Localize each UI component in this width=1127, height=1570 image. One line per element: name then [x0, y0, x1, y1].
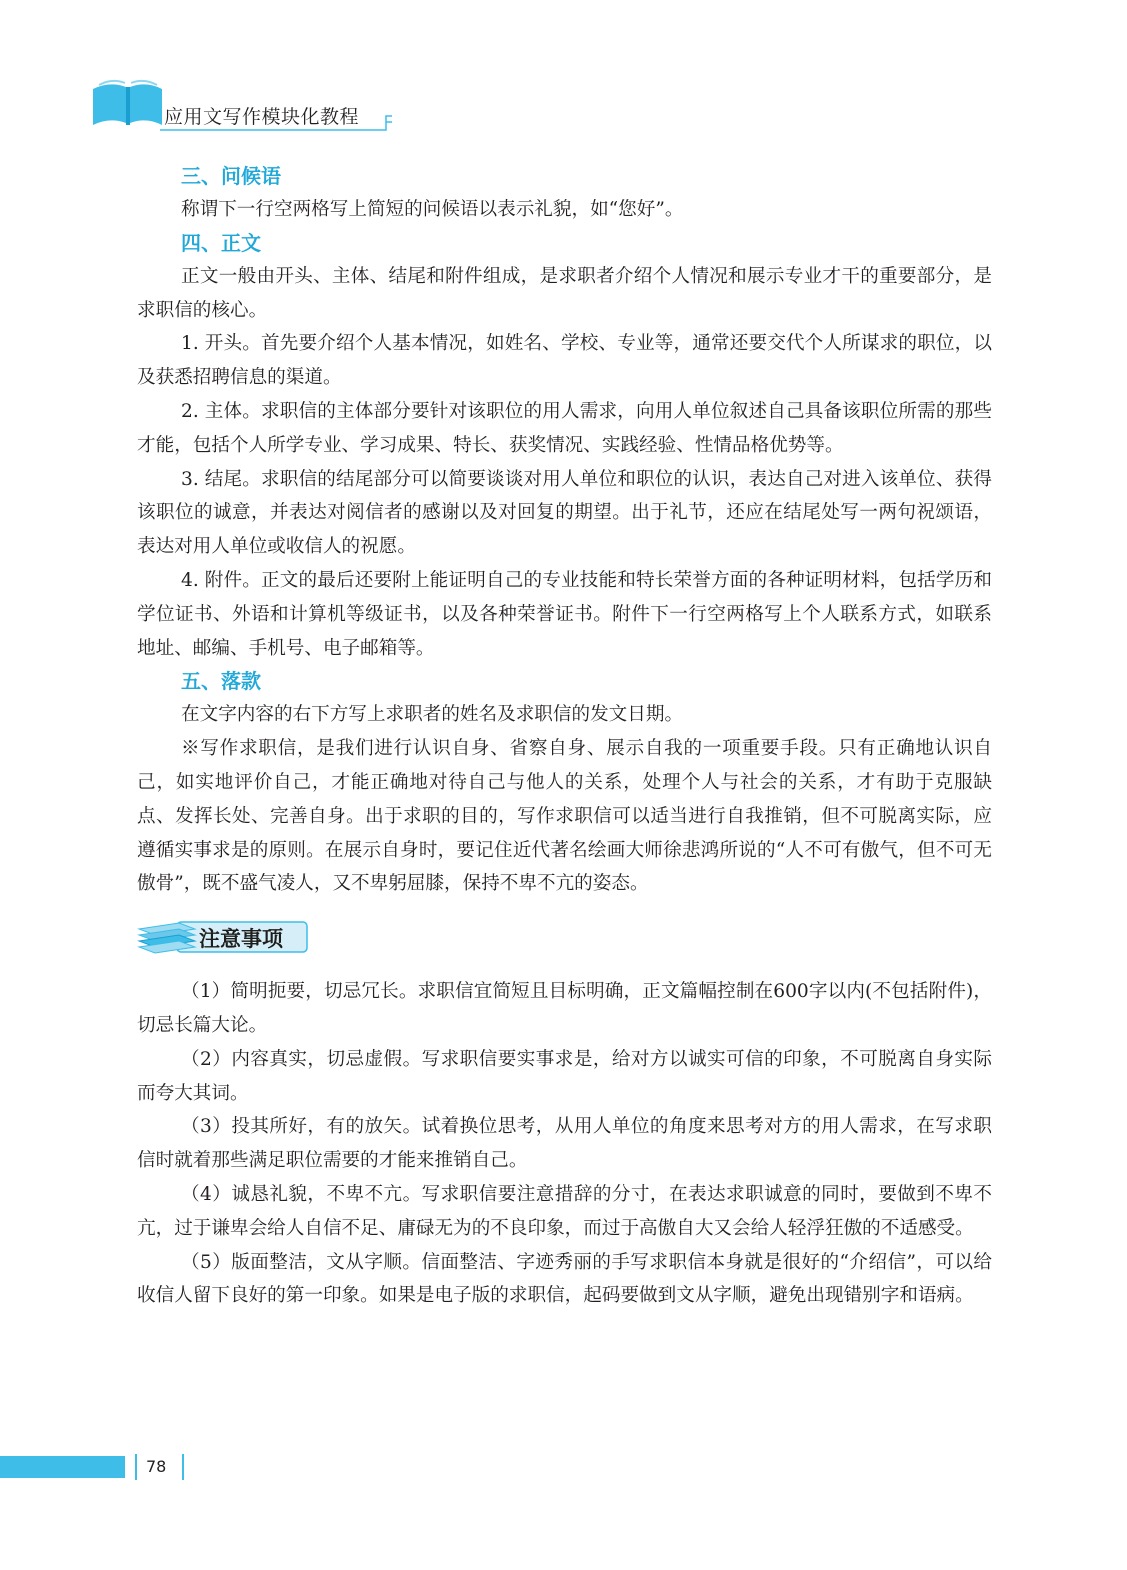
notice-title: 注意事项	[199, 927, 283, 952]
footer-divider	[182, 1454, 184, 1480]
paragraph-note: ※写作求职信，是我们进行认识自身、省察自身、展示自我的一项重要手段。只有正确地认识自己，如实地评价自己，才能正确地对待自己与他人的关系，处理个人与社会的关系，才有助于克服缺点、发挥长处、完善自身。出于求职的目的，写作求职信可以适当进行自我推销，但不可脱离实际，应遵循实事求是的原则。在展示自身时，要记住近代著名绘画大师徐悲鸿所说的“人不可有傲气，但不可无傲骨”，既不盛气凌人，又不卑躬屈膝，保持不卑不亢的姿态。	[137, 738, 992, 895]
footer-accent-bar	[0, 1456, 125, 1478]
list-item: 4. 附件。正文的最后还要附上能证明自己的专业技能和特长荣誉方面的各种证明材料，包括学历和学位证书、外语和计算机等级证书，以及各种荣誉证书。附件下一行空两格写上个人联系方式，如联系地址、邮编、手机号、电子邮箱等。	[137, 569, 992, 659]
notice-item: （4）诚恳礼貌，不卑不亢。写求职信要注意措辞的分寸，在表达求职诚意的同时，要做到不卑不亢，过于谦卑会给人自信不足、庸碌无为的不良印象，而过于高傲自大又会给人轻浮狂傲的不适感受。	[137, 1183, 992, 1239]
section-heading-body: 四、正文	[181, 230, 261, 255]
paragraph: 在文字内容的右下方写上求职者的姓名及求职信的发文日期。	[181, 704, 684, 726]
notice-item: （2）内容真实，切忌虚假。写求职信要实事求是，给对方以诚实可信的印象，不可脱离自身实际而夸大其词。	[137, 1048, 992, 1104]
list-item: 1. 开头。首先要介绍个人基本情况，如姓名、学校、专业等，通常还要交代个人所谋求的职位，以及获悉招聘信息的渠道。	[137, 333, 992, 389]
footer-divider	[135, 1454, 137, 1480]
book-title: 应用文写作模块化教程	[164, 106, 360, 128]
running-header	[90, 75, 410, 135]
notice-item: （3）投其所好，有的放矢。试着换位思考，从用人单位的角度来思考对方的用人需求，在写求职信时就着那些满足职位需要的才能来推销自己。	[137, 1116, 992, 1172]
notice-banner	[137, 917, 992, 969]
page-number: 78	[146, 1457, 167, 1476]
section-heading-greeting: 三、问候语	[181, 164, 281, 188]
notice-item: （5）版面整洁，文从字顺。信面整洁、字迹秀丽的手写求职信本身就是很好的“介绍信”，可以给收信人留下良好的第一印象。如果是电子版的求职信，起码要做到文从字顺，避免出现错别字和语病。	[137, 1251, 992, 1307]
page-content	[137, 160, 992, 1313]
paragraph: 正文一般由开头、主体、结尾和附件组成，是求职者介绍个人情况和展示专业才干的重要部分，是求职信的核心。	[137, 265, 992, 321]
notice-item: （1）简明扼要，切忌冗长。求职信宜简短且目标明确，正文篇幅控制在600字以内(不包括附件)，切忌长篇大论。	[137, 981, 992, 1036]
section-heading-signature: 五、落款	[181, 669, 261, 694]
list-item: 2. 主体。求职信的主体部分要针对该职位的用人需求，向用人单位叙述自己具备该职位所需的那些才能，包括个人所学专业、学习成果、特长、获奖情况、实践经验、性情品格优势等。	[137, 400, 992, 456]
list-item: 3. 结尾。求职信的结尾部分可以简要谈谈对用人单位和职位的认识，表达自己对进入该单位、获得该职位的诚意，并表达对阅信者的感谢以及对回复的期望。出于礼节，还应在结尾处写一两句祝颂语，表达对用人单位或收信人的祝愿。	[137, 468, 992, 558]
paragraph: 称谓下一行空两格写上简短的问候语以表示礼貌，如“您好”。	[181, 199, 684, 220]
